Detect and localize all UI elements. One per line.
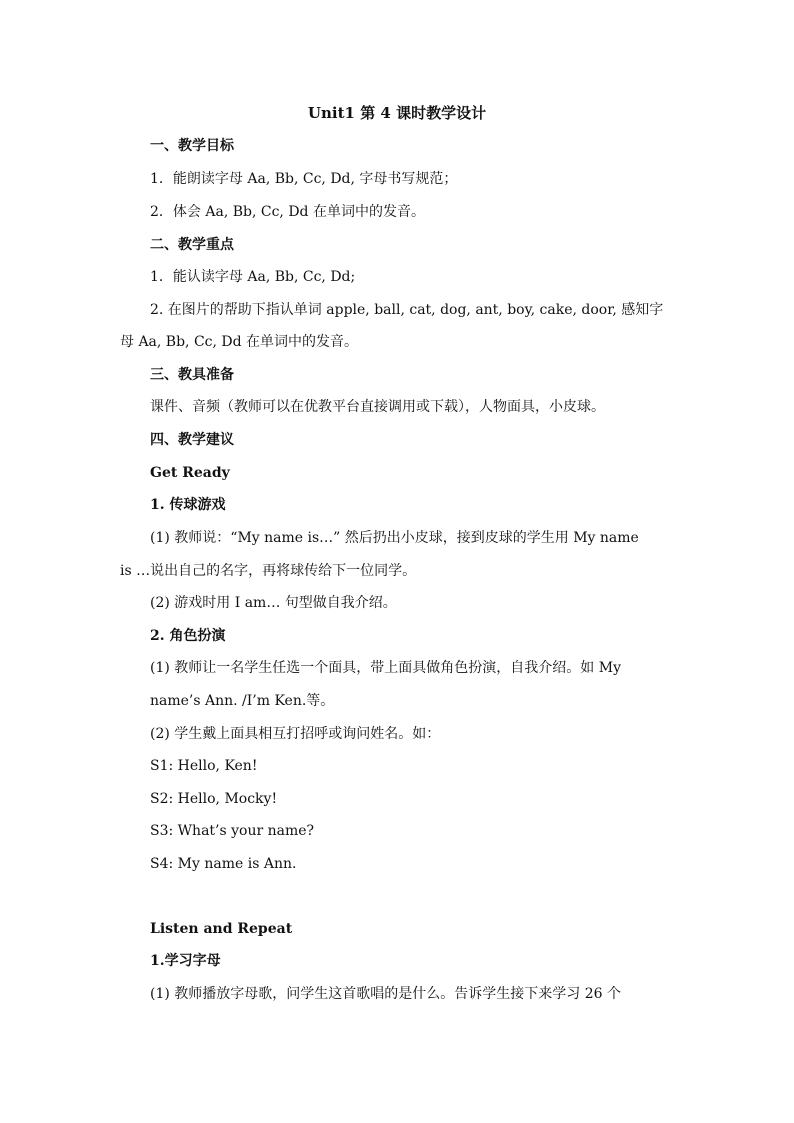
paragraph: 1．能朗读字母 Aa, Bb, Cc, Dd, 字母书写规范； (150, 171, 458, 187)
dialogue-line: S1: Hello, Ken! (150, 758, 258, 774)
section-heading-suggestions: 四、教学建议 (150, 432, 234, 448)
paragraph: (2) 学生戴上面具相互打招呼或询问姓名。如： (150, 726, 441, 742)
section-heading-materials: 三、教具准备 (150, 367, 234, 383)
dialogue-line: S2: Hello, Mocky! (150, 791, 278, 807)
document-title: Unit1 第 4 课时教学设计 (307, 104, 487, 122)
paragraph: (2) 游戏时用 I am… 句型做自我介绍。 (150, 595, 397, 611)
paragraph: 课件、音频（教师可以在优教平台直接调用或下载），人物面具，小皮球。 (150, 399, 605, 415)
dialogue-line: S3: What’s your name? (150, 823, 315, 839)
paragraph: is …说出自己的名字，再将球传给下一位同学。 (120, 563, 417, 579)
subheading-learn-letters: 1.学习字母 (150, 953, 221, 969)
subheading-listen-repeat: Listen and Repeat (150, 921, 293, 937)
subheading-role-play: 2. 角色扮演 (150, 628, 226, 644)
paragraph: (1) 教师说：“My name is…” 然后扔出小皮球，接到皮球的学生用 My name (150, 530, 639, 546)
paragraph: (1) 教师让一名学生任选一个面具，带上面具做角色扮演，自我介绍。如 My (150, 660, 621, 676)
paragraph: 1．能认读字母 Aa, Bb, Cc, Dd; (150, 269, 356, 285)
subheading-get-ready: Get Ready (150, 465, 230, 481)
section-heading-objectives: 一、教学目标 (150, 138, 234, 154)
subheading-ball-game: 1. 传球游戏 (150, 497, 226, 513)
dialogue-line: S4: My name is Ann. (150, 856, 297, 872)
section-heading-key-points: 二、教学重点 (150, 237, 234, 253)
paragraph: name’s Ann. /I’m Ken.等。 (150, 693, 335, 709)
paragraph: 2. 在图片的帮助下指认单词 apple, ball, cat, dog, ant, boy, cake, door, 感知字 (150, 302, 664, 318)
paragraph: 2．体会 Aa, Bb, Cc, Dd 在单词中的发音。 (150, 204, 425, 220)
paragraph: (1) 教师播放字母歌，问学生这首歌唱的是什么。告诉学生接下来学习 26 个 (150, 986, 621, 1002)
paragraph: 母 Aa, Bb, Cc, Dd 在单词中的发音。 (120, 334, 359, 350)
